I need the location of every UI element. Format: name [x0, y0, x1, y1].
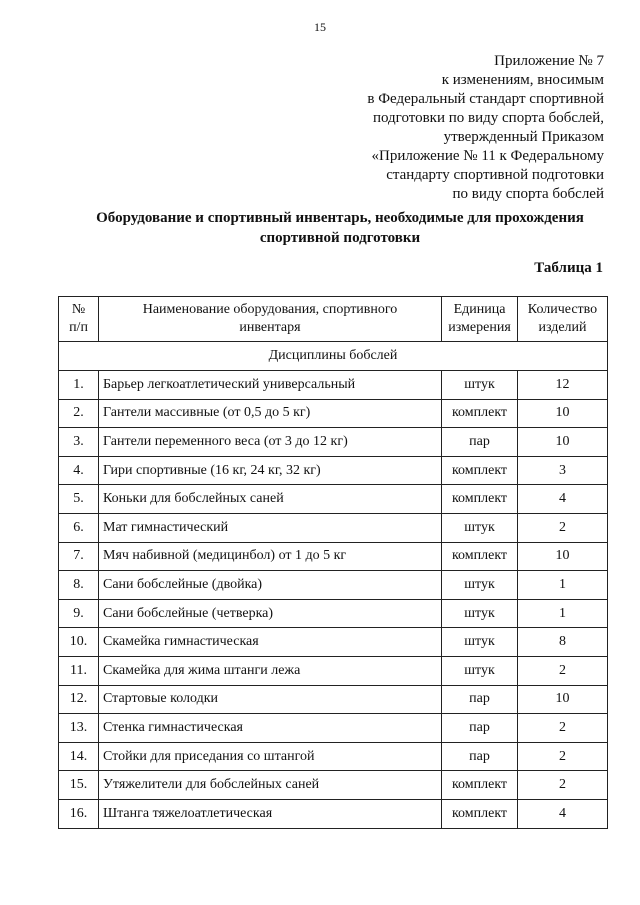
quantity: 10: [518, 685, 608, 714]
equipment-name: Гантели массивные (от 0,5 до 5 кг): [99, 399, 442, 428]
equipment-name: Скамейка гимнастическая: [99, 628, 442, 657]
quantity: 4: [518, 485, 608, 514]
table-row: [59, 656, 608, 685]
unit-of-measure: штук: [442, 628, 518, 657]
header-qty: [518, 297, 608, 342]
equipment-name: Стойки для приседания со штангой: [99, 742, 442, 771]
quantity: 12: [518, 371, 608, 400]
table-row: [59, 628, 608, 657]
page-number: 15: [314, 20, 326, 34]
table-row: [59, 456, 608, 485]
quantity: 1: [518, 599, 608, 628]
row-number: 6.: [59, 513, 99, 542]
table-header-row: [59, 297, 608, 342]
unit-of-measure: штук: [442, 371, 518, 400]
table-row: [59, 771, 608, 800]
header-text: изделий: [538, 320, 587, 335]
equipment-name: Скамейка для жима штанги лежа: [99, 656, 442, 685]
table-row: [59, 799, 608, 828]
row-number: 3.: [59, 428, 99, 457]
equipment-name: Мяч набивной (медицинбол) от 1 до 5 кг: [99, 542, 442, 571]
header-name: [99, 297, 442, 342]
header-text: Единица: [453, 302, 506, 317]
section-row: [59, 342, 608, 371]
unit-of-measure: комплект: [442, 485, 518, 514]
quantity: 8: [518, 628, 608, 657]
quantity: 2: [518, 714, 608, 743]
equipment-name: Сани бобслейные (четверка): [99, 599, 442, 628]
row-number: 10.: [59, 628, 99, 657]
row-number: 8.: [59, 571, 99, 600]
table-row: [59, 742, 608, 771]
appendix-line: утвержденный Приказом: [443, 129, 604, 145]
row-number: 11.: [59, 656, 99, 685]
row-number: 13.: [59, 714, 99, 743]
row-number: 16.: [59, 799, 99, 828]
unit-of-measure: пар: [442, 685, 518, 714]
row-number: 12.: [59, 685, 99, 714]
equipment-name: Коньки для бобслейных саней: [99, 485, 442, 514]
equipment-name: Сани бобслейные (двойка): [99, 571, 442, 600]
appendix-line: стандарту спортивной подготовки: [386, 167, 604, 183]
unit-of-measure: пар: [442, 742, 518, 771]
unit-of-measure: комплект: [442, 799, 518, 828]
quantity: 4: [518, 799, 608, 828]
header-text: №: [71, 302, 86, 317]
equipment-name: Штанга тяжелоатлетическая: [99, 799, 442, 828]
equipment-name: Стенка гимнастическая: [99, 714, 442, 743]
equipment-name: Гири спортивные (16 кг, 24 кг, 32 кг): [99, 456, 442, 485]
appendix-header: [304, 52, 604, 204]
header-unit: [442, 297, 518, 342]
document-title: [60, 208, 620, 248]
row-number: 15.: [59, 771, 99, 800]
table-row: [59, 399, 608, 428]
title-line: спортивной подготовки: [259, 230, 421, 246]
equipment-table: [58, 296, 608, 829]
equipment-name: Стартовые колодки: [99, 685, 442, 714]
table-row: [59, 571, 608, 600]
table-label: Таблица 1: [534, 260, 603, 276]
quantity: 10: [518, 542, 608, 571]
unit-of-measure: штук: [442, 599, 518, 628]
unit-of-measure: штук: [442, 571, 518, 600]
row-number: 7.: [59, 542, 99, 571]
unit-of-measure: комплект: [442, 542, 518, 571]
appendix-line: подготовки по виду спорта бобслей,: [372, 110, 604, 126]
quantity: 3: [518, 456, 608, 485]
appendix-line: в Федеральный стандарт спортивной: [367, 91, 604, 107]
unit-of-measure: комплект: [442, 771, 518, 800]
header-text: измерения: [448, 320, 511, 335]
equipment-name: Мат гимнастический: [99, 513, 442, 542]
equipment-name: Гантели переменного веса (от 3 до 12 кг): [99, 428, 442, 457]
row-number: 5.: [59, 485, 99, 514]
quantity: 2: [518, 513, 608, 542]
header-text: инвентаря: [239, 320, 301, 335]
unit-of-measure: штук: [442, 513, 518, 542]
quantity: 2: [518, 742, 608, 771]
table-row: [59, 428, 608, 457]
quantity: 10: [518, 399, 608, 428]
appendix-line: «Приложение № 11 к Федеральному: [371, 148, 604, 164]
appendix-line: Приложение № 7: [494, 53, 604, 69]
row-number: 2.: [59, 399, 99, 428]
row-number: 4.: [59, 456, 99, 485]
row-number: 14.: [59, 742, 99, 771]
table-row: [59, 513, 608, 542]
quantity: 2: [518, 771, 608, 800]
header-num: [59, 297, 99, 342]
section-title: Дисциплины бобслей: [59, 342, 608, 371]
header-text: Наименование оборудования, спортивного: [142, 302, 398, 317]
row-number: 1.: [59, 371, 99, 400]
header-text: Количество: [527, 302, 598, 317]
header-text: п/п: [69, 320, 88, 335]
row-number: 9.: [59, 599, 99, 628]
equipment-name: Утяжелители для бобслейных саней: [99, 771, 442, 800]
table-row: [59, 542, 608, 571]
table-row: [59, 485, 608, 514]
table-row: [59, 714, 608, 743]
unit-of-measure: пар: [442, 714, 518, 743]
table-row: [59, 599, 608, 628]
quantity: 1: [518, 571, 608, 600]
table-row: [59, 371, 608, 400]
equipment-name: Барьер легкоатлетический универсальный: [99, 371, 442, 400]
unit-of-measure: штук: [442, 656, 518, 685]
title-line: Оборудование и спортивный инвентарь, необходимые для прохождения: [96, 210, 584, 226]
unit-of-measure: комплект: [442, 399, 518, 428]
appendix-line: к изменениям, вносимым: [441, 72, 604, 88]
quantity: 10: [518, 428, 608, 457]
table-row: [59, 685, 608, 714]
unit-of-measure: комплект: [442, 456, 518, 485]
appendix-line: по виду спорта бобслей: [452, 186, 604, 202]
unit-of-measure: пар: [442, 428, 518, 457]
quantity: 2: [518, 656, 608, 685]
